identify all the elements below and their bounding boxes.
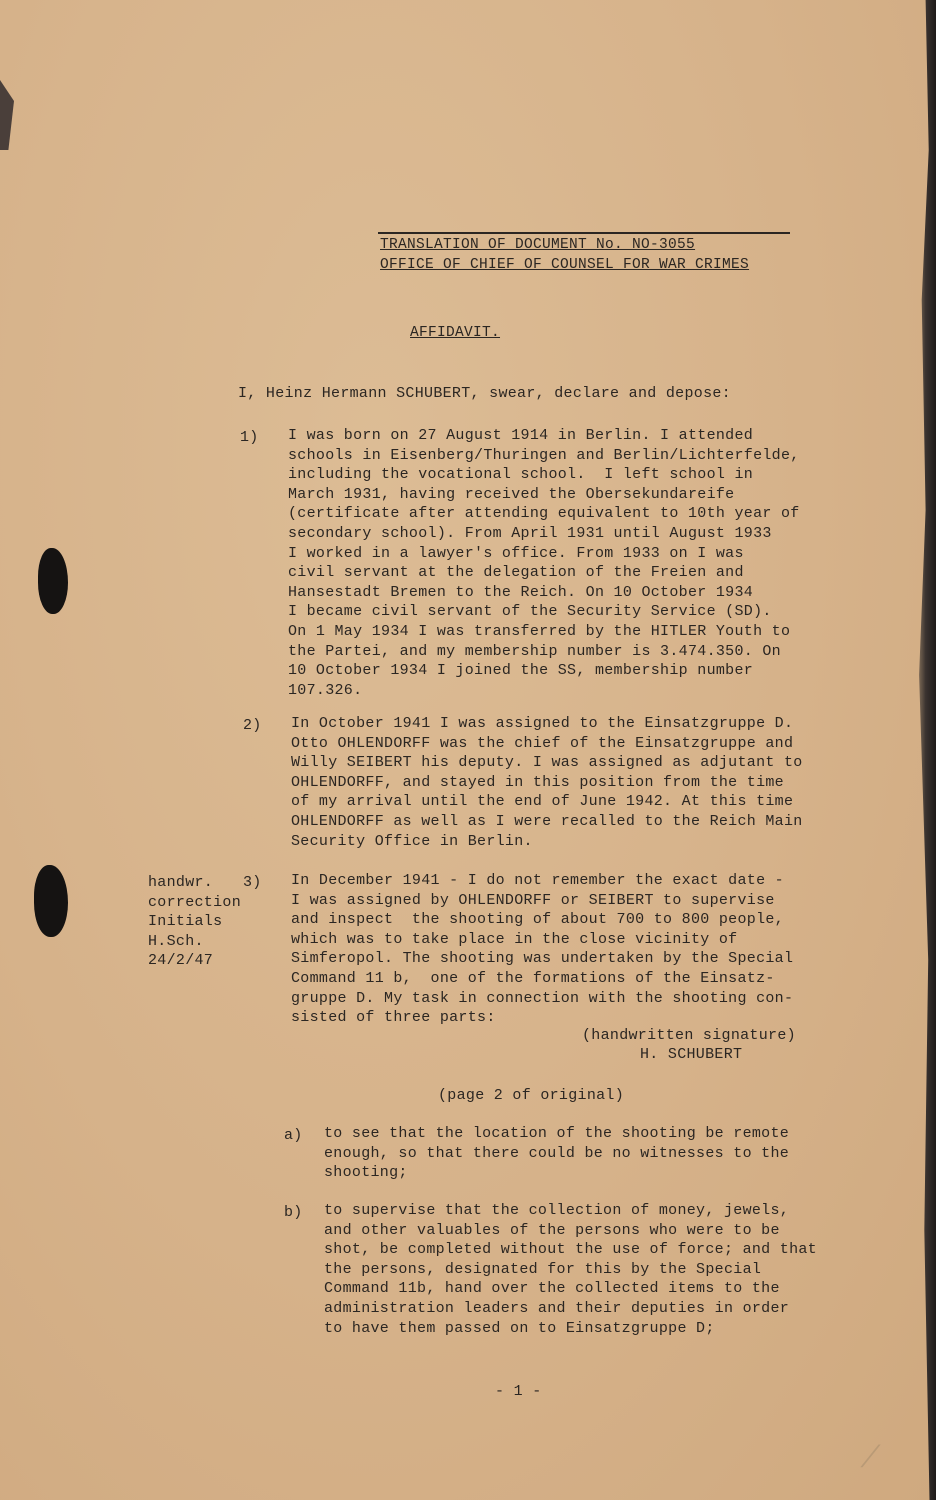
item-line: and other valuables of the persons who were to be xyxy=(324,1221,780,1239)
paragraph-line: and inspect the shooting of about 700 to 800 people, xyxy=(291,911,784,929)
punch-hole-bottom xyxy=(34,865,68,937)
paragraph-line: I was assigned by OHLENDORFF or SEIBERT to supervise xyxy=(291,891,775,909)
paragraph-line: I became civil servant of the Security Service (SD). xyxy=(288,603,772,621)
paragraph-line: March 1931, having received the Obersekundareife xyxy=(288,485,735,503)
paragraph-line: of my arrival until the end of June 1942. At this time xyxy=(291,793,794,811)
paragraph-line: OHLENDORFF as well as I were recalled to the Reich Main xyxy=(291,812,803,830)
paragraph-line: I was born on 27 August 1914 in Berlin. I attended xyxy=(288,427,754,444)
paragraph-line: secondary school). From April 1931 until August 1933 xyxy=(288,524,772,542)
margin-note-line: Initials xyxy=(148,913,223,931)
paragraph-line: (certificate after attending equivalent to 10th year of xyxy=(288,505,800,523)
paragraph-line: Simferopol. The shooting was undertaken by the Special xyxy=(291,950,794,968)
paragraph-line: sisted of three parts: xyxy=(291,1009,496,1027)
intro-line: I, Heinz Hermann SCHUBERT, swear, declare and depose: xyxy=(238,385,731,402)
header-line-2: OFFICE OF CHIEF OF COUNSEL FOR WAR CRIMES xyxy=(380,256,750,273)
paragraph-number: 2) xyxy=(243,717,262,734)
paragraph-line: Security Office in Berlin. xyxy=(291,832,533,850)
item-line: Command 11b, hand over the collected items to the xyxy=(324,1280,780,1298)
paragraph-line: civil servant at the delegation of the Freien and xyxy=(288,564,744,582)
document-header xyxy=(380,236,749,275)
paragraph-line: 107.326. xyxy=(288,681,363,699)
paragraph-2 xyxy=(291,714,803,851)
item-line: to supervise that the collection of money, jewels, xyxy=(324,1202,790,1219)
item-letter: b) xyxy=(284,1204,303,1221)
paragraph-line: schools in Eisenberg/Thuringen and Berlin/Lichterfelde, xyxy=(288,446,800,464)
item-line: to see that the location of the shooting be remote xyxy=(324,1125,790,1142)
document-title: AFFIDAVIT. xyxy=(410,325,501,341)
item-a xyxy=(324,1124,789,1183)
pencil-mark: ⁄ xyxy=(868,1440,874,1475)
paragraph-line: Hansestadt Bremen to the Reich. On 10 October 1934 xyxy=(288,583,754,601)
signature-name: H. SCHUBERT xyxy=(640,1046,743,1063)
paragraph-line: On 1 May 1934 I was transferred by the HITLER Youth to xyxy=(288,622,791,640)
page-marker: (page 2 of original) xyxy=(438,1087,625,1104)
signature-note: (handwritten signature) xyxy=(582,1027,796,1044)
item-line: enough, so that there could be no witnesses to the xyxy=(324,1144,790,1162)
paragraph-line: which was to take place in the close vicinity of xyxy=(291,930,738,948)
margin-note-line: H.Sch. xyxy=(148,932,204,950)
paragraph-line: the Partei, and my membership number is 3.474.350. On xyxy=(288,642,781,660)
punch-hole-top xyxy=(38,548,68,614)
item-line: administration leaders and their deputies in order xyxy=(324,1299,790,1317)
paragraph-line: gruppe D. My task in connection with the shooting con- xyxy=(291,989,794,1007)
paragraph-line: Willy SEIBERT his deputy. I was assigned as adjutant to xyxy=(291,754,803,772)
item-line: shooting; xyxy=(324,1164,408,1182)
paragraph-line: In October 1941 I was assigned to the Einsatzgruppe D. xyxy=(291,715,794,732)
margin-note-line: 24/2/47 xyxy=(148,952,214,970)
paragraph-number: 3) xyxy=(243,874,262,891)
paragraph-3 xyxy=(291,871,793,1028)
item-letter: a) xyxy=(284,1127,303,1144)
paragraph-1 xyxy=(288,426,800,700)
item-line: shot, be completed without the use of force; and that xyxy=(324,1241,817,1259)
paragraph-line: In December 1941 - I do not remember the exact date - xyxy=(291,872,784,889)
paragraph-number: 1) xyxy=(240,429,259,446)
paragraph-line: I worked in a lawyer's office. From 1933 on I was xyxy=(288,544,744,562)
paragraph-line: 10 October 1934 I joined the SS, membership number xyxy=(288,662,754,680)
paragraph-line: including the vocational school. I left school in xyxy=(288,466,754,484)
paragraph-line: Command 11 b, one of the formations of the Einsatz- xyxy=(291,969,775,987)
item-b xyxy=(324,1201,817,1338)
margin-note xyxy=(148,873,241,971)
margin-note-line: handwr. xyxy=(148,874,214,891)
header-rule xyxy=(378,232,790,234)
margin-note-line: correction xyxy=(148,893,242,911)
paragraph-line: Otto OHLENDORFF was the chief of the Einsatzgruppe and xyxy=(291,734,794,752)
item-line: to have them passed on to Einsatzgruppe D; xyxy=(324,1319,715,1337)
page-number: - 1 - xyxy=(495,1383,542,1400)
header-line-1: TRANSLATION OF DOCUMENT No. NO-3055 xyxy=(380,237,696,253)
paragraph-line: OHLENDORFF, and stayed in this position from the time xyxy=(291,773,784,791)
item-line: the persons, designated for this by the Special xyxy=(324,1260,762,1278)
